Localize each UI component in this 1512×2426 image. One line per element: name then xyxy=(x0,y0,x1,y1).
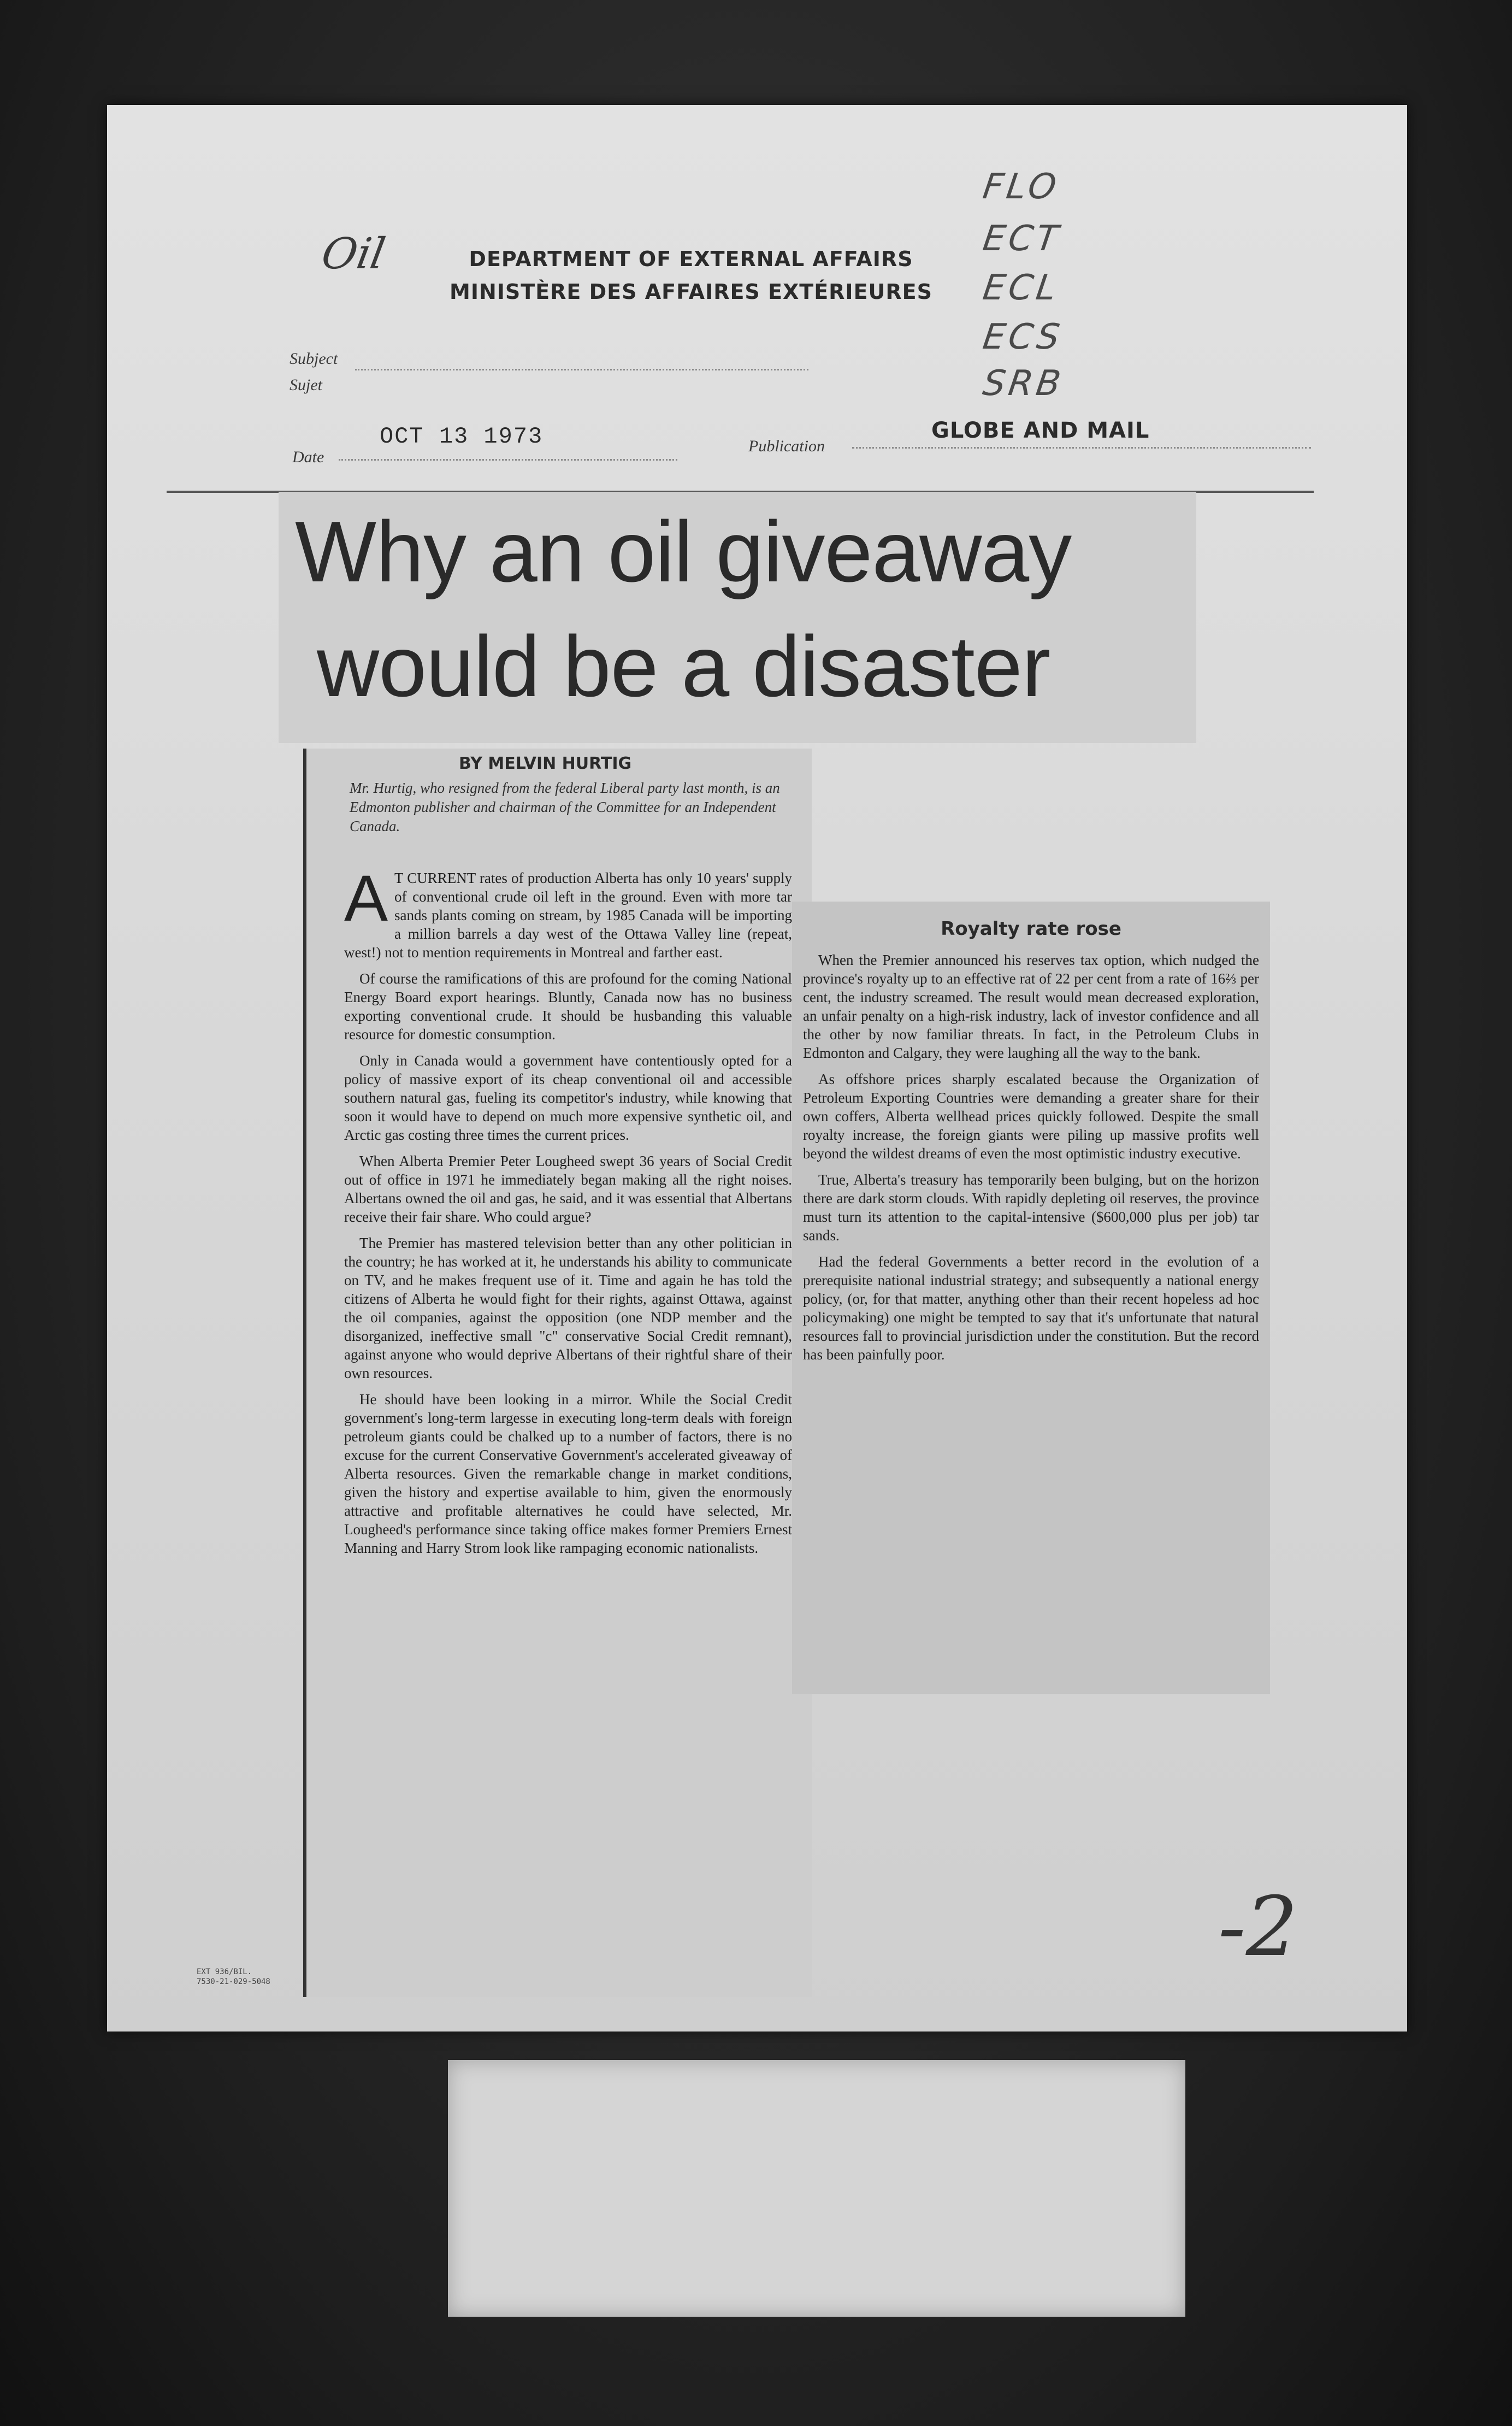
subject-underline xyxy=(355,369,808,370)
routing-code-3: ECL xyxy=(980,268,1062,308)
publication-value: GLOBE AND MAIL xyxy=(931,418,1150,443)
subject-label-en: Subject xyxy=(290,350,338,368)
paragraph: When the Premier announced his reserves tax option, which nudged the province's royalty up to an effective rat of 22 per cent from a rate of 16⅔ per cent, the industry screamed. The result would mean decreased exploration, an unfair penalty on a high-risk industry, lack of investor confidence and all the other by now familiar threats. In fact, in the Petroleum Clubs in Edmonton and Calgary, they were laughing all the way to the bank. xyxy=(803,952,1259,1061)
form-code: EXT 936/BIL. 7530-21-029-5048 xyxy=(197,1968,270,1986)
paragraph: Of course the ramifications of this are profound for the coming National Energy Board export hearings. Bluntly, Canada now has no business exporting conventional crude. It should be husbanding this valuable resource for domestic consumption. xyxy=(344,970,792,1043)
paragraph: As offshore prices sharply escalated because the Organization of Petroleum Exporting Countries were demanding a greater share for their own coffers, Alberta wellhead prices quickly followed. Despite the small royalty increase, the foreign giants were piling up massive profits well beyond the wildest dreams of even the most optimistic industry executive. xyxy=(803,1071,1259,1162)
right-column-text xyxy=(803,951,1259,1371)
date-underline xyxy=(339,459,677,461)
byline: BY MELVIN HURTIG xyxy=(459,754,632,773)
author-intro: Mr. Hurtig, who resigned from the federal Liberal party last month, is an Edmonton publisher and chairman of the Committee for an Independent Canada. xyxy=(350,780,780,834)
headline xyxy=(279,492,1196,743)
paragraph: Had the federal Governments a better record in the evolution of a prerequisite national industrial strategy; and subsequently a national energy policy, (or, for that matter, anything other than their recent hopeless ad hoc policymaking) one might be tempted to say that it's unfortunate that natural resources fall to provincial jurisdiction under the constitution. But the record has been painfully poor. xyxy=(803,1253,1259,1363)
drop-cap: A xyxy=(344,862,388,935)
publication-label: Publication xyxy=(748,437,825,455)
routing-code-2: ECT xyxy=(980,219,1064,259)
paragraph: T CURRENT rates of production Alberta has only 10 years' supply of conventional crude oil left in the ground. Even with more tar sands plants coming on stream, by 1985 Canada will be importing a million barrels a day west of the Ottawa Valley line (repeat, west!) not to mention requirements in Montreal and farther east. xyxy=(344,870,792,961)
paragraph: The Premier has mastered television better than any other politician in the country; he has worked at it, he understands his ability to communicate on TV, and he makes frequent use of it. Time and again he has told the citizens of Alberta he would fight for their rights, against Ottawa, against the oil companies, against the opposition (one NDP member and the disorganized, ineffective small "c" conservative Social Credit remnant), against anyone who would deprive Albertans of their rightful share of their own resources. xyxy=(344,1235,792,1381)
routing-code-1: FLO xyxy=(980,167,1062,207)
date-label: Date xyxy=(292,448,324,466)
subject-label-fr: Sujet xyxy=(290,376,322,394)
subject-value: Oil xyxy=(318,229,389,279)
paragraph: True, Alberta's treasury has temporarily been bulging, but on the horizon there are dark storm clouds. With rapidly depleting oil reserves, the province must turn its attention to the capital-intensive ($600,000 plus per job) tar sands. xyxy=(803,1171,1259,1244)
headline-line-2: would be a disaster xyxy=(317,619,1050,715)
routing-code-4: ECS xyxy=(980,317,1066,357)
department-name-fr: MINISTÈRE DES AFFAIRES EXTÉRIEURES xyxy=(450,280,932,304)
subhead-royalty: Royalty rate rose xyxy=(941,918,1121,940)
blank-card xyxy=(448,2060,1185,2317)
paragraph: When Alberta Premier Peter Lougheed swept 36 years of Social Credit out of office in 1971 he immediately began making all the right noises. Albertans owned the oil and gas, he said, and it was essential that Albertans receive their fair share. Who could argue? xyxy=(344,1153,792,1225)
publication-underline xyxy=(852,447,1311,449)
department-name-en: DEPARTMENT OF EXTERNAL AFFAIRS xyxy=(469,247,913,271)
paragraph: Only in Canada would a government have contentiously opted for a policy of massive export of its cheap conventional oil and accessible southern natural gas, fueling its competitor's industry, while knowing that soon it would have to depend on much more expensive synthetic oil, and Arctic gas costing three times the current prices. xyxy=(344,1052,792,1143)
routing-code-5: SRB xyxy=(980,363,1067,404)
paragraph: He should have been looking in a mirror. While the Social Credit government's long-term largesse in executing long-term deals with foreign petroleum giants could be chalked up to a number of factors, there is no excuse for the current Conservative Government's accelerated giveaway of Alberta resources. Given the remarkable change in market conditions, given the history and expertise available to him, given the enormously attractive and profitable alternatives he could have selected, Mr. Lougheed's performance since taking office makes former Premiers Ernest Manning and Harry Strom look like rampaging economic nationalists. xyxy=(344,1391,792,1556)
left-column-text xyxy=(344,862,792,1565)
date-value: OCT 13 1973 xyxy=(380,423,544,450)
page-number: -2 xyxy=(1218,1880,1298,1975)
headline-line-1: Why an oil giveaway xyxy=(295,504,1072,600)
